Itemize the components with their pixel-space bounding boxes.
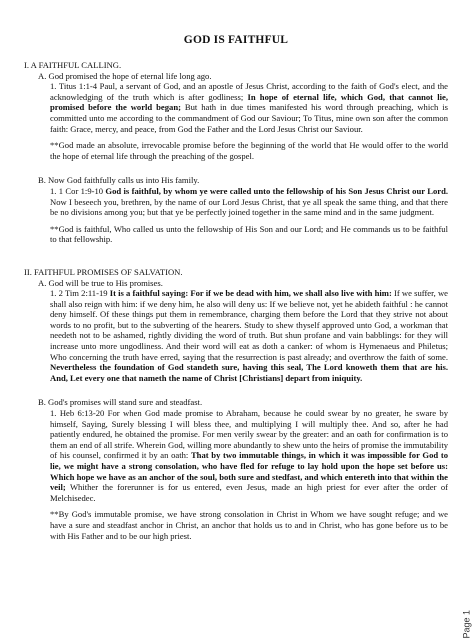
subsection-sure-and-steadfast	[24, 397, 448, 541]
subsection-heading: A. God will be true to His promises.	[38, 277, 163, 288]
subsection-heading: B. Now God faithfully calls us into His family.	[38, 175, 200, 186]
commentary-note: **God is faithful, Who called us unto the fellowship of His Son and our Lord; and He commands us to be faithful to that fellowship.	[50, 223, 448, 245]
scripture-paragraph	[38, 81, 448, 134]
text-run-bold: Nevertheless the foundation of God standeth sure, having this seal, The Lord knoweth them that are his. And, Let every one that nameth the name of Christ [Christians] depart from iniquity.	[50, 362, 448, 383]
subsection-true-to-promises	[24, 278, 448, 384]
section-faithful-calling	[24, 60, 448, 245]
subsection-heading: A. God promised the hope of eternal life long ago.	[38, 70, 212, 81]
subsection-hope-of-eternal-life	[24, 71, 448, 162]
text-run-bold: That by two immutable things, in which it was impossible for God to lie, we might have a strong consolation, who have fled for refuge to lay hold upon the hope set before us: Which hope we have as an anchor of the soul, both sure and stedfast, and which entereth into that within the veil;	[50, 450, 448, 493]
commentary-note: **God made an absolute, irrevocable promise before the beginning of the world that He would offer to the world the hope of eternal life through the preaching of the gospel.	[50, 140, 448, 161]
text-run-bold: God is faithful, by whom ye were called unto the fellowship of his Son Jesus Christ our Lord.	[105, 185, 448, 196]
text-run-bold: It is a faithful saying: For if we be dead with him, we shall also live with him:	[109, 288, 392, 299]
scripture-paragraph	[38, 408, 448, 503]
section-heading: II. FAITHFUL PROMISES OF SALVATION.	[24, 266, 183, 277]
text-run: 1. Titus 1:1-4 Paul, a servant of God, and an apostle of Jesus Christ, according to the faith of God's elect, and the acknowledging of the truth which is after godliness;	[50, 81, 448, 102]
text-run: Now I beseech you, brethren, by the name of our Lord Jesus Christ, that ye all speak the same thing, and that there be no divisions among you; but that ye be perfectly joined together in the same mind and in the same judgment.	[50, 196, 448, 218]
text-run: If we suffer, we shall also reign with him: if we deny him, he also will deny us: If we believe not, yet he abideth faithful : he cannot deny himself. Of these things put them in remembrance, charging them before the Lord that they strive not about words to no profit, but to the subverting of the hearers. Study to shew thyself approved unto God, a workman that needeth not to be ashamed, rightly dividing the word of truth. But shun profane and vain babblings: for they will increase unto more ungodliness. And their word will eat as doth a canker: of whom is Hymenaeus and Philetus; Who concerning the truth have erred, saying that the resurrection is past already; and overthrow the faith of some.	[50, 288, 448, 362]
text-run: But hath in due times manifested his word through preaching, which is committed unto me according to the commandment of God our Saviour; To Titus, mine own son after the common faith: Grace, mercy, and peace, from God the Father and the Lord Jesus Christ our Saviour.	[50, 102, 449, 134]
subsection-calls-into-family	[24, 175, 448, 245]
section-faithful-promises	[24, 267, 448, 541]
subsection-heading: B. God's promises will stand sure and steadfast.	[38, 397, 203, 408]
text-run-bold: In hope of eternal life, which God, that cannot lie, promised before the world began;	[50, 91, 448, 113]
text-run: Whither the forerunner is for us entered, even Jesus, made an high priest for ever after the order of Melchisedec.	[50, 482, 448, 503]
section-heading: I. A FAITHFUL CALLING.	[24, 60, 122, 70]
page-title: GOD IS FAITHFUL	[183, 34, 289, 46]
page-number: Page 1	[462, 610, 472, 639]
text-run: 1. 1 Cor 1:9-10	[50, 185, 106, 196]
scripture-paragraph	[38, 186, 448, 218]
text-run: 1. 2 Tim 2:11-19	[50, 288, 110, 299]
scripture-paragraph	[38, 288, 448, 383]
commentary-note: **By God's immutable promise, we have strong consolation in Christ in Whom we have sought refuge; and we have a sure and steadfast anchor in Christ, an anchor that holds us to and in Christ, who has gone before us to be with His Father and to be our high priest.	[50, 509, 448, 541]
text-run: 1. Heb 6:13-20 For when God made promise to Abraham, because he could swear by no greater, he sware by himself, Saying, Surely blessing I will bless thee, and multiplying I will multiply thee. And so, after he had patiently endured, he obtained the promise. For men verily swear by the greater: and an oath for confirmation is to them an end of all strife. Wherein God, willing more abundantly to shew unto the heirs of promise the immutability of his counsel, confirmed it by an oath:	[50, 408, 448, 461]
